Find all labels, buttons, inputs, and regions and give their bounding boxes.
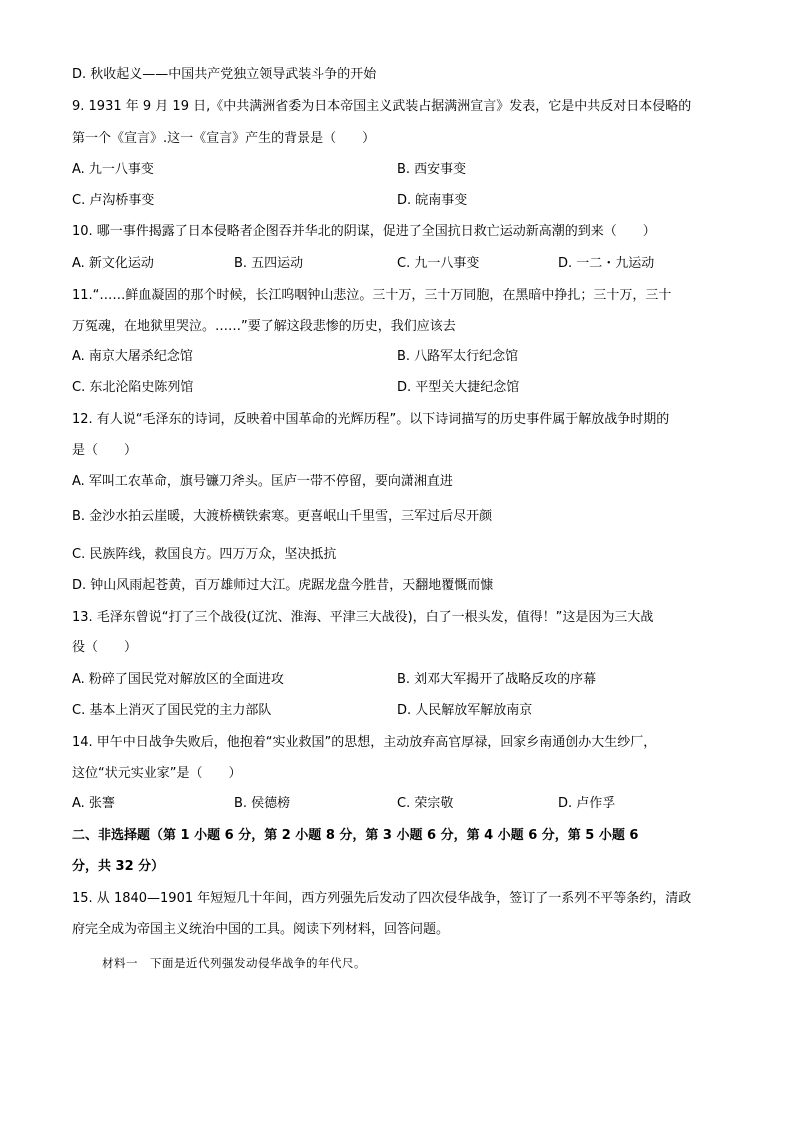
q13-option-d: D. 人民解放军解放南京: [397, 703, 533, 718]
section-heading-line2: 分，共 32 分）: [72, 859, 165, 874]
q9-stem-line1: 9. 1931 年 9 月 19 日,《中共满洲省委为日本帝国主义武装占据满洲宣言》发表，它是中共反对日本侵略的: [72, 99, 692, 114]
q15-material1: 材料一 下面是近代列强发动侵华战争的年代尺。: [102, 956, 366, 970]
q13-option-c: C. 基本上消灭了国民党的主力部队: [72, 703, 272, 718]
q13-option-b: B. 刘邓大军揭开了战略反攻的序幕: [397, 672, 597, 687]
q11-option-d: D. 平型关大捷纪念馆: [397, 380, 520, 395]
q15-stem-line2: 府完全成为帝国主义统治中国的工具。阅读下列材料，回答问题。: [72, 922, 450, 937]
q10-stem-line1: 10. 哪一事件揭露了日本侵略者企图吞并华北的阴谋，促进了全国抗日救亡运动新高潮的到来（ ）: [72, 224, 656, 239]
q9-option-a: A. 九一八事变: [72, 162, 154, 177]
q14-option-c: C. 荣宗敬: [397, 796, 454, 811]
q11-stem-line2: 万冤魂，在地狱里哭泣。……”要了解这段悲惨的历史，我们应该去: [72, 319, 456, 334]
q11-option-a: A. 南京大屠杀纪念馆: [72, 349, 193, 364]
q13-option-a: A. 粉碎了国民党对解放区的全面进攻: [72, 672, 284, 687]
q14-stem-line2: 这位“状元实业家”是（ ）: [72, 766, 242, 781]
q12-option-a: A. 军叫工农革命，旗号镰刀斧头。匡庐一带不停留，要向潇湘直进: [72, 474, 453, 489]
q10-option-b: B. 五四运动: [234, 256, 304, 271]
q13-stem-line1: 13. 毛泽东曾说“打了三个战役(辽沈、淮海、平津三大战役)，白了一根头发，值得！”这是因为三大战: [72, 610, 654, 625]
q12-option-c: C. 民族阵线，救国良方。四万万众，坚决抵抗: [72, 547, 337, 562]
q9-option-c: C. 卢沟桥事变: [72, 193, 155, 208]
section-heading-line1: 二、非选择题（第 1 小题 6 分，第 2 小题 8 分，第 3 小题 6 分，第 4 小题 6 分，第 5 小题 6: [72, 828, 639, 843]
q12-option-d: D. 钟山风雨起苍黄，百万雄师过大江。虎踞龙盘今胜昔，天翻地覆慨而慷: [72, 578, 494, 593]
q14-option-b: B. 侯德榜: [234, 796, 291, 811]
q10-option-a: A. 新文化运动: [72, 256, 154, 271]
q11-option-c: C. 东北沦陷史陈列馆: [72, 380, 194, 395]
q11-stem-line1: 11.“……鲜血凝固的那个时候，长江呜咽钟山悲泣。三十万，三十万同胞，在黑暗中挣扎；三十万，三十: [72, 288, 672, 303]
q11-option-b: B. 八路军太行纪念馆: [397, 349, 519, 364]
q14-option-a: A. 张謇: [72, 796, 115, 811]
q15-stem-line1: 15. 从 1840—1901 年短短几十年间，西方列强先后发动了四次侵华战争，签订了一系列不平等条约，清政: [72, 891, 692, 906]
q9-stem-line2: 第一个《宣言》.这一《宣言》产生的背景是（ ）: [72, 131, 376, 146]
q10-option-c: C. 九一八事变: [397, 256, 480, 271]
q12-stem-line1: 12. 有人说“毛泽东的诗词，反映着中国革命的光辉历程”。以下诗词描写的历史事件属于解放战争时期的: [72, 412, 670, 427]
q13-stem-line2: 役（ ）: [72, 640, 138, 655]
q9-option-d: D. 皖南事变: [397, 193, 468, 208]
q8-option-d: D. 秋收起义——中国共产党独立领导武装斗争的开始: [72, 67, 377, 82]
q12-stem-line2: 是（ ）: [72, 443, 138, 458]
q12-option-b: B. 金沙水拍云崖暖，大渡桥横铁索寒。更喜岷山千里雪，三军过后尽开颜: [72, 509, 493, 524]
q14-option-d: D. 卢作孚: [558, 796, 616, 811]
q10-option-d: D. 一二・九运动: [558, 256, 655, 271]
q9-option-b: B. 西安事变: [397, 162, 467, 177]
q14-stem-line1: 14. 甲午中日战争失败后，他抱着“实业救国”的思想，主动放弃高官厚禄，回家乡南通创办大生纱厂，: [72, 735, 657, 750]
